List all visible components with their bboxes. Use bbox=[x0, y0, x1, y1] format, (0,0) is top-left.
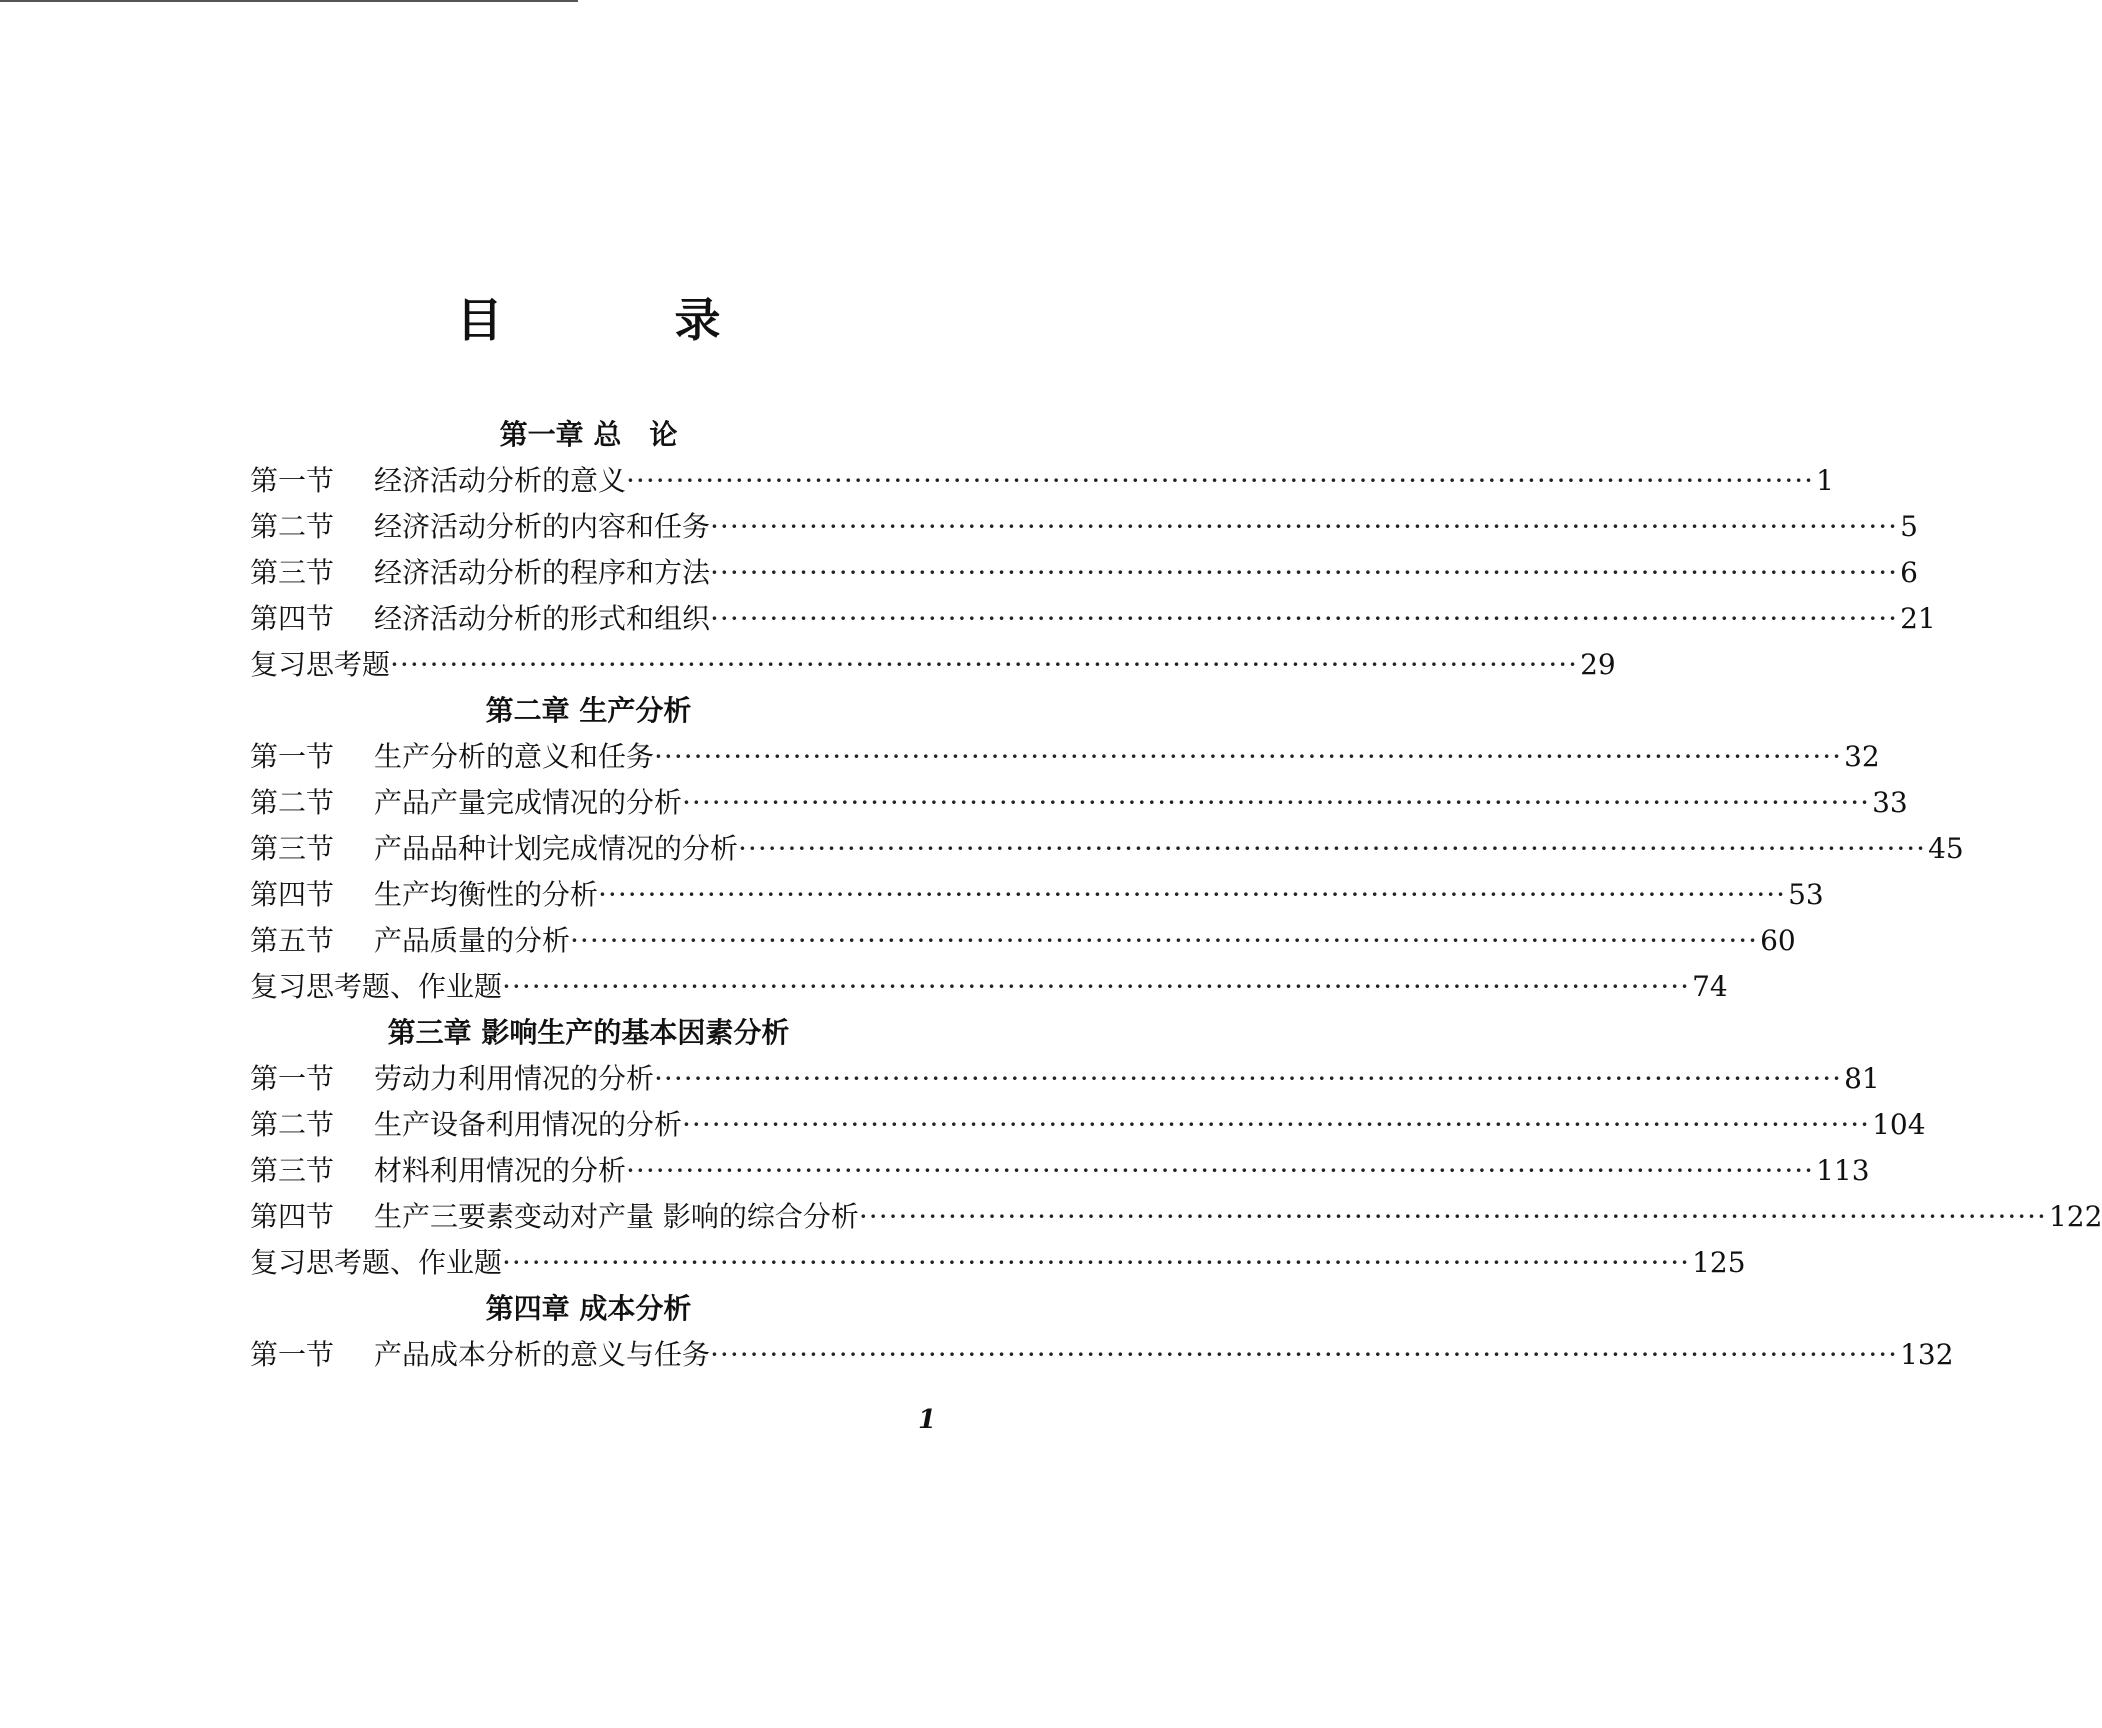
dot-leader: ························································································································ bbox=[682, 786, 1871, 819]
scan-edge-line bbox=[0, 0, 578, 2]
toc-entry bbox=[250, 1056, 1880, 1102]
toc-entry bbox=[250, 642, 1616, 688]
entry-page-number: 60 bbox=[1760, 924, 1796, 957]
dot-leader: ························································································································ bbox=[598, 878, 1787, 911]
toc-entry bbox=[250, 1332, 1954, 1378]
section-number: 第三节 bbox=[250, 832, 335, 865]
entry-page-number: 29 bbox=[1580, 648, 1616, 681]
page-title: 目 录 bbox=[456, 293, 799, 347]
toc-entry bbox=[250, 596, 1936, 642]
entry-page-number: 132 bbox=[1900, 1338, 1954, 1371]
entry-title: 生产三要素变动对产量 影响的综合分析 bbox=[374, 1200, 859, 1233]
section-number: 第三节 bbox=[250, 1154, 335, 1187]
entry-page-number: 122 bbox=[2048, 1200, 2102, 1233]
dot-leader: ························································································································ bbox=[738, 832, 1927, 865]
dot-leader: ························································································································ bbox=[858, 1200, 2047, 1233]
dot-leader: ························································································································ bbox=[654, 1062, 1843, 1095]
section-number: 第一节 bbox=[250, 1338, 335, 1371]
dot-leader: ························································································································ bbox=[654, 740, 1843, 773]
chapter-heading: 第四章 成本分析 bbox=[485, 1292, 692, 1325]
entry-title: 生产分析的意义和任务 bbox=[374, 740, 655, 773]
entry-page-number: 1 bbox=[1816, 464, 1834, 497]
entry-title: 复习思考题、作业题 bbox=[250, 1246, 503, 1279]
entry-title: 复习思考题 bbox=[250, 648, 391, 681]
entry-title: 经济活动分析的形式和组织 bbox=[374, 602, 711, 635]
entry-page-number: 104 bbox=[1872, 1108, 1926, 1141]
entry-title: 经济活动分析的程序和方法 bbox=[374, 556, 711, 589]
toc-entry bbox=[250, 458, 1834, 504]
entry-page-number: 113 bbox=[1816, 1154, 1870, 1187]
section-number: 第一节 bbox=[250, 464, 335, 497]
section-number: 第二节 bbox=[250, 1108, 335, 1141]
toc-entry bbox=[250, 872, 1824, 918]
dot-leader: ························································································································ bbox=[710, 556, 1899, 589]
chapter-heading: 第三章 影响生产的基本因素分析 bbox=[387, 1016, 790, 1049]
dot-leader: ························································································································ bbox=[626, 464, 1815, 497]
dot-leader: ························································································································ bbox=[390, 648, 1579, 681]
page-number: 1 bbox=[918, 1405, 937, 1435]
dot-leader: ························································································································ bbox=[710, 510, 1899, 543]
entry-title: 材料利用情况的分析 bbox=[374, 1154, 627, 1187]
entry-title: 经济活动分析的意义 bbox=[374, 464, 627, 497]
entry-title: 产品品种计划完成情况的分析 bbox=[374, 832, 739, 865]
entry-title: 复习思考题、作业题 bbox=[250, 970, 503, 1003]
toc-entry bbox=[250, 826, 1964, 872]
section-number: 第一节 bbox=[250, 1062, 335, 1095]
section-number: 第二节 bbox=[250, 510, 335, 543]
entry-page-number: 33 bbox=[1872, 786, 1908, 819]
table-of-contents bbox=[0, 412, 2102, 1378]
entry-page-number: 45 bbox=[1928, 832, 1964, 865]
entry-title: 劳动力利用情况的分析 bbox=[374, 1062, 655, 1095]
entry-page-number: 21 bbox=[1900, 602, 1936, 635]
entry-title: 产品质量的分析 bbox=[374, 924, 571, 957]
entry-page-number: 6 bbox=[1900, 556, 1918, 589]
toc-entry bbox=[250, 918, 1796, 964]
entry-page-number: 32 bbox=[1844, 740, 1880, 773]
section-number: 第一节 bbox=[250, 740, 335, 773]
dot-leader: ························································································································ bbox=[626, 1154, 1815, 1187]
toc-entry bbox=[250, 734, 1880, 780]
toc-entry bbox=[250, 780, 1908, 826]
toc-entry bbox=[250, 1102, 1926, 1148]
toc-entry bbox=[250, 1148, 1870, 1194]
toc-entry bbox=[250, 1194, 2102, 1240]
section-number: 第五节 bbox=[250, 924, 335, 957]
dot-leader: ························································································································ bbox=[710, 1338, 1899, 1371]
entry-title: 生产均衡性的分析 bbox=[374, 878, 599, 911]
dot-leader: ························································································································ bbox=[682, 1108, 1871, 1141]
section-number: 第四节 bbox=[250, 1200, 335, 1233]
section-number: 第三节 bbox=[250, 556, 335, 589]
toc-entry bbox=[250, 550, 1918, 596]
dot-leader: ························································································································ bbox=[710, 602, 1899, 635]
dot-leader: ························································································································ bbox=[502, 970, 1691, 1003]
dot-leader: ························································································································ bbox=[570, 924, 1759, 957]
toc-entry bbox=[250, 1240, 1746, 1286]
entry-title: 经济活动分析的内容和任务 bbox=[374, 510, 711, 543]
entry-title: 生产设备利用情况的分析 bbox=[374, 1108, 683, 1141]
entry-page-number: 74 bbox=[1692, 970, 1728, 1003]
entry-title: 产品产量完成情况的分析 bbox=[374, 786, 683, 819]
entry-page-number: 81 bbox=[1844, 1062, 1880, 1095]
toc-entry bbox=[250, 964, 1728, 1010]
section-number: 第二节 bbox=[250, 786, 335, 819]
chapter-heading: 第一章 总 论 bbox=[499, 418, 678, 451]
toc-entry bbox=[250, 504, 1918, 550]
dot-leader: ························································································································ bbox=[502, 1246, 1691, 1279]
entry-page-number: 53 bbox=[1788, 878, 1824, 911]
section-number: 第四节 bbox=[250, 602, 335, 635]
entry-page-number: 5 bbox=[1900, 510, 1918, 543]
entry-page-number: 125 bbox=[1692, 1246, 1746, 1279]
section-number: 第四节 bbox=[250, 878, 335, 911]
chapter-heading: 第二章 生产分析 bbox=[485, 694, 692, 727]
entry-title: 产品成本分析的意义与任务 bbox=[374, 1338, 711, 1371]
